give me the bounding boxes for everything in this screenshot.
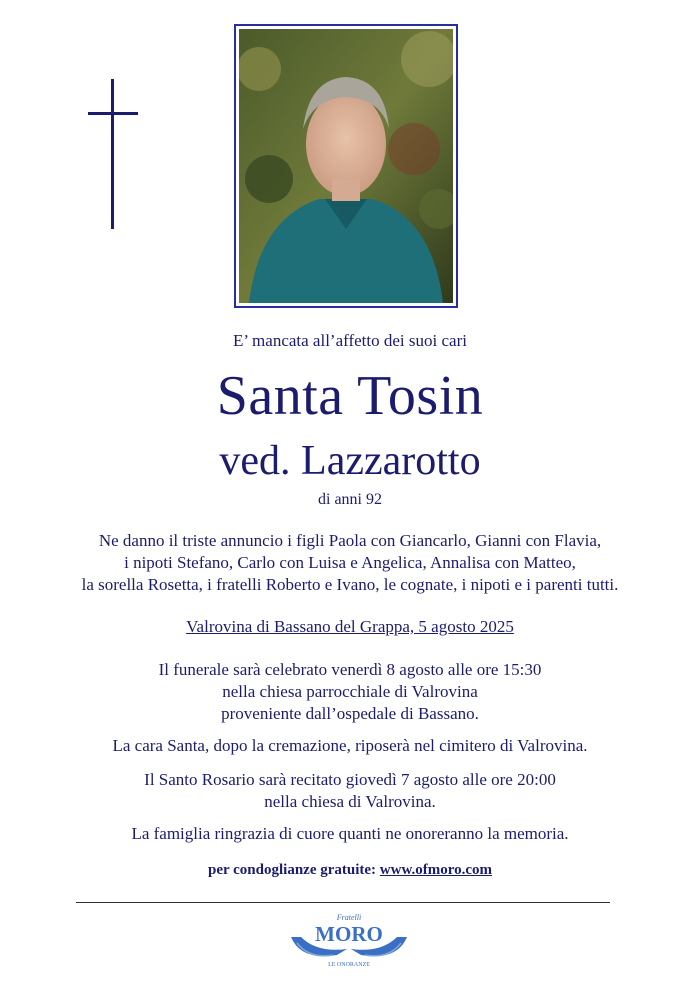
announcement-line: la sorella Rosetta, i fratelli Roberto e Ivano, le cognate, i nipoti e i parenti tutti.	[81, 575, 619, 594]
svg-text:MORO: MORO	[315, 922, 383, 946]
funeral-info	[0, 659, 700, 725]
condolences-label: per condoglianze gratuite:	[208, 862, 377, 878]
announcement-line: i nipoti Stefano, Carlo con Luisa e Angelica, Annalisa con Matteo,	[124, 553, 576, 572]
announcement-line: Ne danno il triste annuncio i figli Paola con Giancarlo, Gianni con Flavia,	[98, 531, 602, 550]
condolences-link[interactable]: www.ofmoro.com	[379, 862, 492, 878]
thanks-text: La famiglia ringrazia di cuore quanti ne onoreranno la memoria.	[131, 824, 569, 843]
funeral-line: nella chiesa parrocchiale di Valrovina	[222, 682, 478, 701]
portrait-photo	[239, 29, 453, 303]
rosary-line: Il Santo Rosario sarà recitato giovedì 7 agosto alle ore 20:00	[144, 770, 556, 789]
portrait-photo-frame	[234, 24, 458, 308]
divider	[76, 902, 610, 903]
age-text: di anni 92	[318, 491, 382, 508]
announcement-text	[0, 530, 700, 596]
funeral-home-logo	[287, 909, 411, 969]
rosary-info	[0, 769, 700, 813]
intro-text: E’ mancata all’affetto dei suoi cari	[233, 331, 467, 350]
cross-icon	[88, 79, 138, 229]
svg-text:Fratelli: Fratelli	[336, 913, 362, 922]
funeral-line: Il funerale sarà celebrato venerdì 8 agosto alle ore 15:30	[158, 660, 542, 679]
rosary-line: nella chiesa di Valrovina.	[264, 792, 436, 811]
deceased-name: Santa Tosin	[216, 365, 484, 427]
deceased-surname: ved. Lazzarotto	[219, 438, 481, 484]
place-date: Valrovina di Bassano del Grappa, 5 agosto 2025	[186, 617, 514, 636]
condolences	[0, 862, 700, 879]
svg-text:LE ONORANZE: LE ONORANZE	[328, 962, 370, 968]
cremation-info: La cara Santa, dopo la cremazione, riposerà nel cimitero di Valrovina.	[112, 736, 588, 755]
funeral-line: proveniente dall’ospedale di Bassano.	[221, 704, 479, 723]
